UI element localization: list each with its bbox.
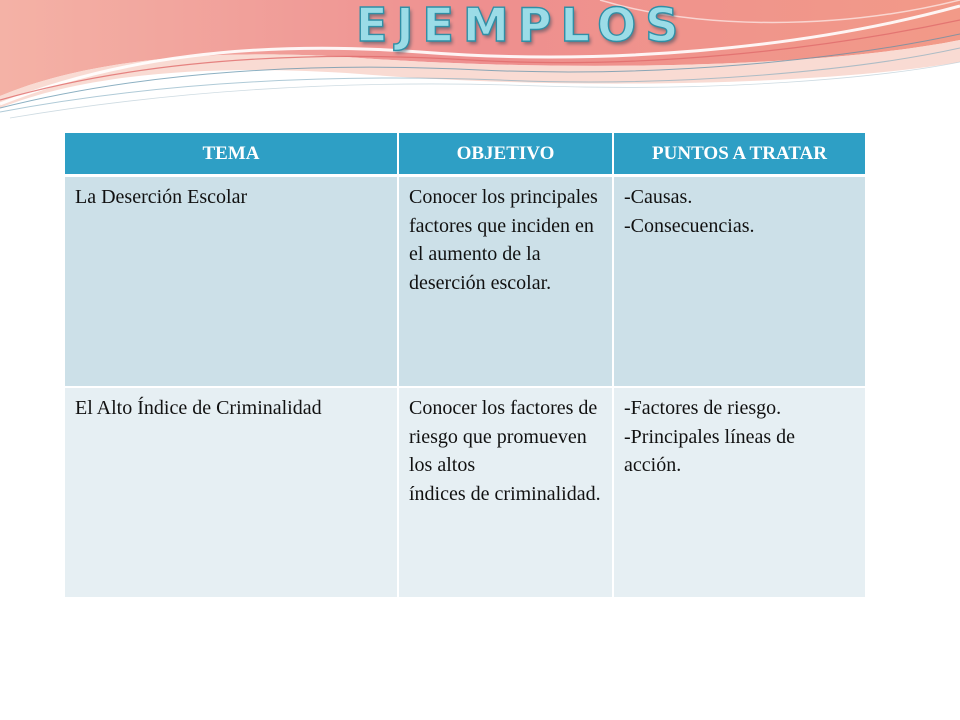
objetivo-text: Conocer los factores de riesgo que promueven los altos bbox=[409, 397, 598, 476]
objetivo-text-cont: índices de criminalidad. bbox=[409, 482, 601, 505]
cell-tema: El Alto Índice de Criminalidad bbox=[65, 387, 398, 598]
table-row bbox=[65, 176, 865, 388]
cell-tema: La Deserción Escolar bbox=[65, 176, 398, 388]
cell-puntos bbox=[613, 387, 865, 598]
header-tema: TEMA bbox=[65, 133, 398, 176]
punto-item: -Causas. bbox=[624, 186, 693, 208]
punto-item: -Principales líneas de acción. bbox=[624, 425, 796, 476]
table-row bbox=[65, 387, 865, 598]
cell-objetivo bbox=[398, 387, 613, 598]
table-header-row bbox=[65, 133, 865, 176]
cell-objetivo: Conocer los principales factores que inciden en el aumento de la deserción escolar. bbox=[398, 176, 613, 388]
slide-title: EJEMPLOS bbox=[356, 0, 688, 52]
header-puntos: PUNTOS A TRATAR bbox=[613, 133, 865, 176]
header-objetivo: OBJETIVO bbox=[398, 133, 613, 176]
punto-item: -Factores de riesgo. bbox=[624, 397, 782, 419]
cell-puntos bbox=[613, 176, 865, 388]
topics-table bbox=[65, 133, 865, 599]
punto-item: -Consecuencias. bbox=[624, 214, 755, 237]
